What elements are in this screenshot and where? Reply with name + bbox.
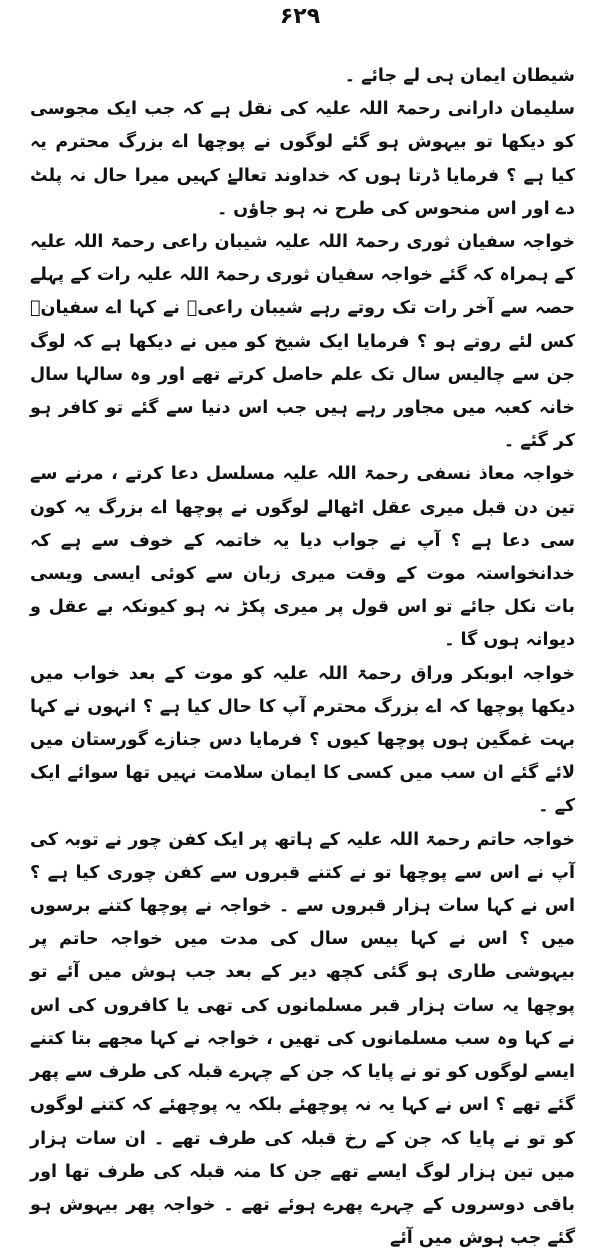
page-number: ۶۲۹ [279, 4, 321, 29]
paragraph: خواجہ سفیان ثوری رحمۃ اللہ علیہ شیبان راعی رحمۃ اللہ علیہ کے ہمراہ کہ گئے خواجہ سفیان ثوری رحمۃ اللہ علیہ رات کے پہلے حصہ سے آخر رات تک روتے رہے شیبان راعیؒ نے کہا اے سفیانؒ کس لئے روتے ہو ؟ فرمایا ایک شیخ کو میں نے دیکھا ہے کہ لوگ جن سے چالیس سال تک علم حاصل کرتے تھے اور وہ سالہا سال خانہ کعبہ میں مجاور رہے ہیں جب اس دنیا سے گئے تو کافر ہو کر گئے ۔ [30, 232, 575, 452]
document-text [30, 60, 575, 1255]
paragraph: خواجہ حاتم رحمۃ اللہ علیہ کے ہاتھ پر ایک کفن چور نے توبہ کی آپ نے اس سے پوچھا تو نے کتنے قبروں سے کفن چوری کیا ہے ؟ اس نے کہا سات ہزار قبروں سے ۔ خواجہ نے پوچھا کتنے برسوں میں ؟ اس نے کہا بیس سال کی مدت میں خواجہ حاتم پر بیہوشی طاری ہو گئی کچھ دیر کے بعد جب ہوش میں آئے تو پوچھا یہ سات ہزار قبر مسلمانوں کی تھی یا کافروں کی اس نے کہا وہ سب مسلمانوں کی تھیں ، خواجہ نے کہا مجھے بتا کتنے ایسے لوگوں کو تو نے پایا کہ جن کے چہرے قبلہ کی طرف سے پھر گئے تھے ؟ اس نے کہا یہ نہ پوچھئے بلکہ یہ پوچھئے کہ کتنے لوگوں کو تو نے پایا کہ جن کے رخ قبلہ کی طرف تھے ۔ ان سات ہزار میں تین ہزار لوگ ایسے تھے جن کا منہ قبلہ کی طرف تھا اور باقی دوسروں کے چہرے پھرے ہوئے تھے ۔ خواجہ پھر بیہوش ہو گئے جب ہوش میں آئے [30, 829, 575, 1249]
paragraph: سلیمان دارانی رحمۃ اللہ علیہ کی نقل ہے کہ جب ایک مجوسی کو دیکھا تو بیہوش ہو گئے لوگوں نے پوچھا اے بزرگ محترم یہ کیا ہے ؟ فرمایا ڈرتا ہوں کہ خداوند تعالےٰ کہیں میرا حال نہ پلٹ دے اور اس منحوس کی طرح نہ ہو جاؤں ۔ [30, 99, 575, 219]
paragraph: شیطان ایمان ہی لے جائے ۔ [344, 66, 575, 86]
paragraph: خواجہ ابوبکر وراق رحمۃ اللہ علیہ کو موت کے بعد خواب میں دیکھا پوچھا کہ اے بزرگ محترم آپ کا حال کیا ہے ؟ انہوں نے کہا بہت غمگین ہوں پوچھا کیوں ؟ فرمایا دس جنازے گورستان میں لائے گئے ان سب میں کسی کا ایمان سلامت نہیں تھا سوائے ایک کے ۔ [30, 663, 575, 817]
paragraph: خواجہ معاذ نسفی رحمۃ اللہ علیہ مسلسل دعا کرتے ، مرنے سے تین دن قبل میری عقل اٹھالے لوگوں نے پوچھا اے بزرگ یہ کون سی دعا ہے ؟ آپ نے جواب دیا یہ خاتمہ کے خوف سے ہے کہ خدانخواستہ موت کے وقت میری زبان سے کوئی ایسی ویسی بات نکل جائے تو اس قول پر میری پکڑ نہ ہو کیونکہ بے عقل و دیوانہ ہوں گا ۔ [30, 464, 575, 651]
